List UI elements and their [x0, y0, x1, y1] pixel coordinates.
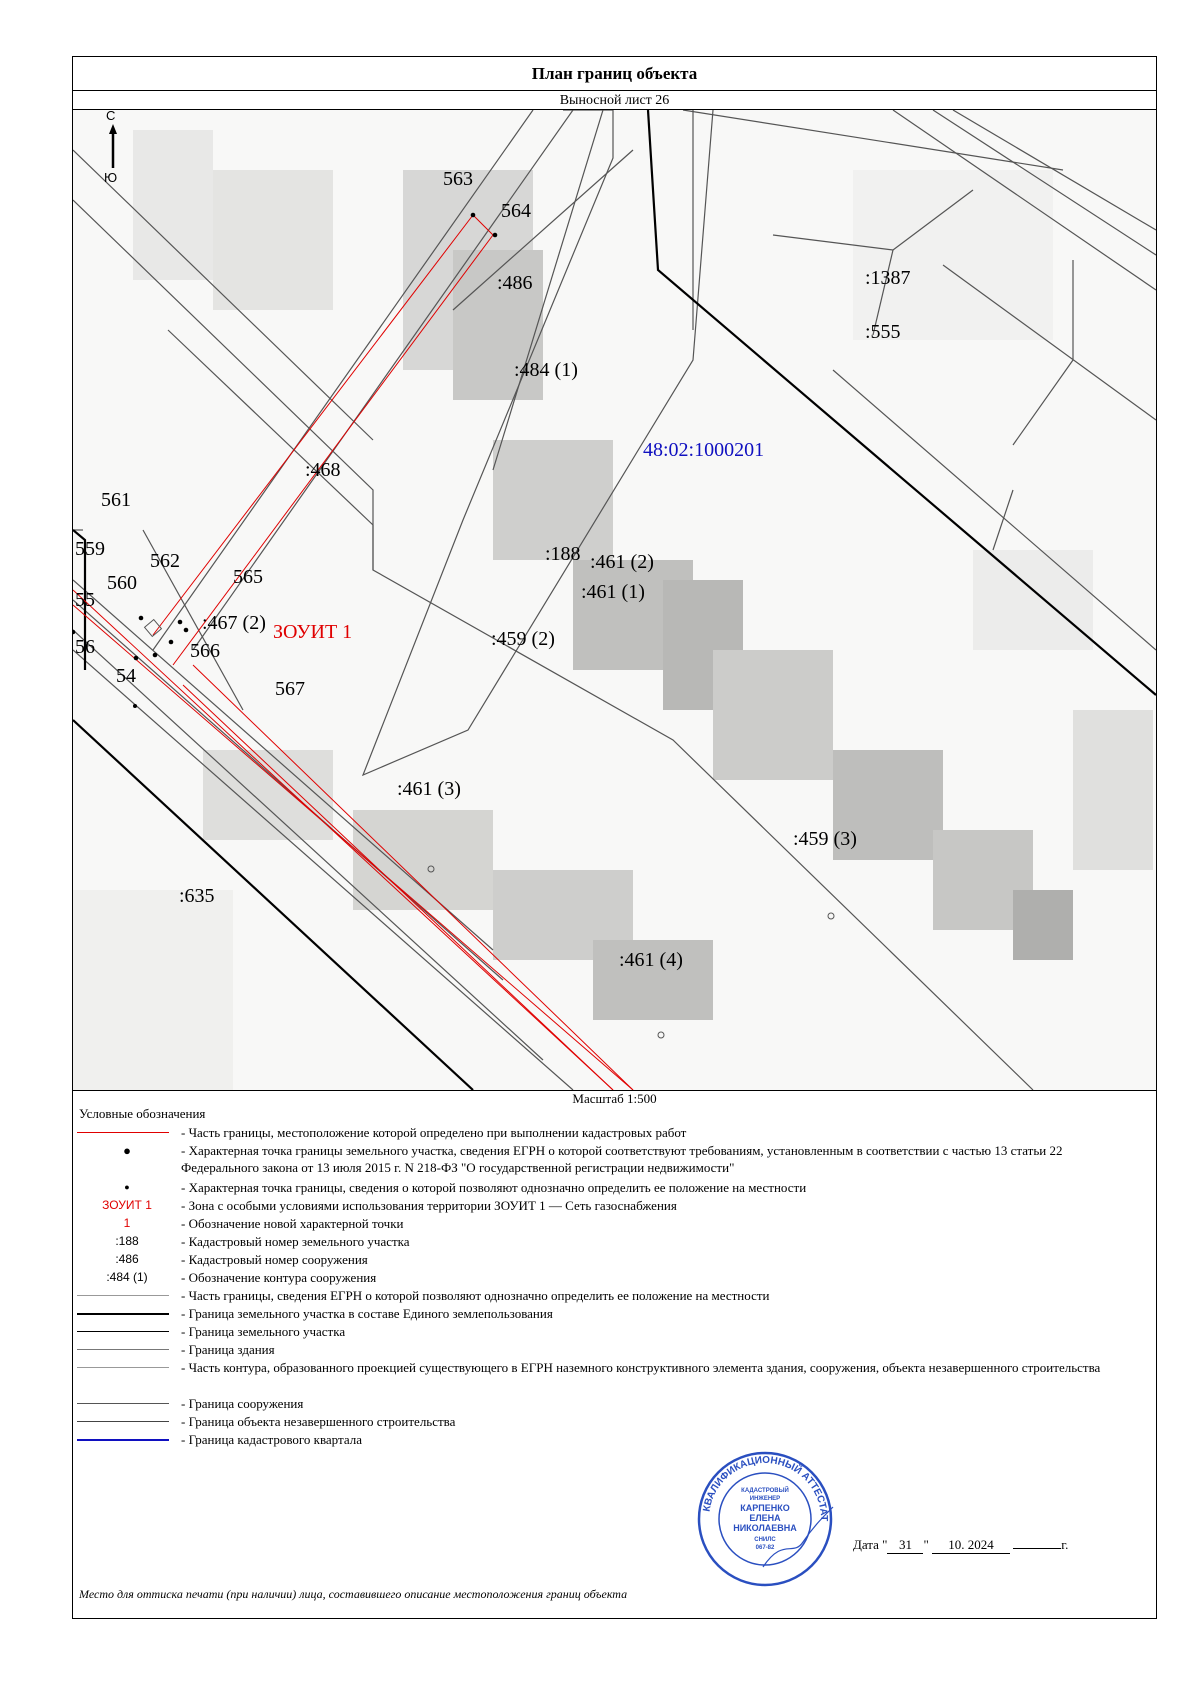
- legend-text: - Граница земельного участка: [181, 1324, 346, 1339]
- legend-text: - Граница кадастрового квартала: [181, 1432, 362, 1447]
- legend-text: - Характерная точка границы земельного участка, сведения ЕГРН о которой соответствуют требованиям, установленным в соответствии с частью 13 статьи 22 Федерального закона от 13 июля 2015 г. N 218-ФЗ "О государственной регистрации недвижимости": [181, 1143, 1063, 1175]
- label-188: :188: [545, 543, 581, 565]
- zone-symbol: ЗОУИТ 1: [102, 1198, 152, 1212]
- date-day: 31: [887, 1537, 923, 1554]
- label-55: 55: [75, 589, 95, 611]
- label-486: :486: [497, 272, 533, 294]
- label-566: 566: [190, 640, 220, 662]
- svg-text:НИКОЛАЕВНА: НИКОЛАЕВНА: [733, 1523, 797, 1533]
- label-zone: ЗОУИТ 1: [273, 621, 353, 643]
- legend-text: - Граница земельного участка в составе Единого землепользования: [181, 1306, 553, 1321]
- svg-text:ЕЛЕНА: ЕЛЕНА: [749, 1513, 781, 1523]
- label-461-4: :461 (4): [619, 949, 683, 971]
- svg-text:ИНЖЕНЕР: ИНЖЕНЕР: [749, 1496, 781, 1502]
- page-subtitle: Выносной лист 26: [73, 91, 1156, 110]
- small-dot-icon: ●: [124, 1182, 130, 1192]
- svg-text:КАРПЕНКО: КАРПЕНКО: [740, 1503, 790, 1513]
- label-54: 54: [116, 665, 136, 687]
- contour-symbol: :484 (1): [106, 1270, 148, 1284]
- date-prefix: Дата ": [853, 1537, 888, 1552]
- label-567: 567: [275, 678, 305, 700]
- label-555: :555: [865, 321, 901, 343]
- legend-text: - Граница объекта незавершенного строительства: [181, 1414, 456, 1429]
- label-562: 562: [150, 550, 180, 572]
- compass-label-north: С: [106, 110, 116, 123]
- label-563: 563: [443, 168, 473, 190]
- label-560: 560: [107, 572, 137, 594]
- boundary-map: [73, 110, 1156, 1091]
- label-1387: :1387: [865, 267, 911, 289]
- label-459-2: :459 (2): [491, 628, 555, 650]
- legend-text: - Часть границы, сведения ЕГРН о которой позволяют однозначно определить ее положение на местности: [181, 1288, 770, 1303]
- svg-text:СНИЛС: СНИЛС: [754, 1537, 776, 1543]
- svg-text:КВАЛИФИКАЦИОННЫЙ АТТЕСТАТ: КВАЛИФИКАЦИОННЫЙ АТТЕСТАТ: [701, 1454, 830, 1522]
- legend-text: - Обозначение новой характерной точки: [181, 1216, 404, 1231]
- legend-text: - Граница сооружения: [181, 1396, 304, 1411]
- label-561: 561: [101, 489, 131, 511]
- legend-text: - Кадастровый номер сооружения: [181, 1252, 368, 1267]
- label-461-3: :461 (3): [397, 778, 461, 800]
- legend-text: - Граница здания: [181, 1342, 275, 1357]
- svg-text:067-82: 067-82: [755, 1545, 775, 1551]
- svg-text:КАДАСТРОВЫЙ: КАДАСТРОВЫЙ: [741, 1488, 789, 1494]
- label-459-3: :459 (3): [793, 828, 857, 850]
- label-635: :635: [179, 885, 215, 907]
- compass-label-south: Ю: [104, 170, 118, 185]
- seal-stamp: [693, 1447, 838, 1592]
- legend-text: - Зона с особыми условиями использования территории ЗОУИТ 1 — Сеть газоснабжения: [181, 1198, 677, 1213]
- scale-label: Масштаб 1:500: [572, 1091, 657, 1106]
- date-month-year: 10. 2024: [932, 1537, 1010, 1554]
- legend-text: - Кадастровый номер земельного участка: [181, 1234, 410, 1249]
- document-frame: [72, 56, 1157, 1619]
- label-468: :468: [305, 459, 341, 481]
- date-line: [853, 1537, 1068, 1554]
- legend-text: - Часть границы, местоположение которой определено при выполнении кадастровых работ: [181, 1125, 687, 1140]
- label-467-2: :467 (2): [202, 612, 266, 634]
- legend-heading: Условные обозначения: [79, 1106, 206, 1121]
- legend-text: - Характерная точка границы, сведения о которой позволяют однозначно определить ее положение на местности: [181, 1180, 807, 1195]
- label-564: 564: [501, 200, 531, 222]
- label-559: 559: [75, 538, 105, 560]
- label-565: 565: [233, 566, 263, 588]
- new-point-symbol: 1: [123, 1216, 131, 1230]
- page-title: План границ объекта: [73, 57, 1156, 91]
- parcel-number-symbol: :188: [115, 1234, 139, 1248]
- structure-number-symbol: :486: [115, 1252, 139, 1266]
- legend-text: - Обозначение контура сооружения: [181, 1270, 377, 1285]
- date-mid: ": [923, 1537, 929, 1552]
- label-56: 56: [75, 636, 95, 658]
- date-suffix: г.: [1061, 1537, 1069, 1552]
- big-dot-icon: ●: [123, 1143, 131, 1158]
- label-461-2: :461 (2): [590, 551, 654, 573]
- label-484-1: :484 (1): [514, 359, 578, 381]
- label-461-1: :461 (1): [581, 581, 645, 603]
- legend-text: - Часть контура, образованного проекцией существующего в ЕГРН наземного конструктивного элемента здания, сооружения, объекта незавершенного строительства: [181, 1360, 1101, 1375]
- label-quarter: 48:02:1000201: [643, 439, 765, 461]
- stamp-place-note: Место для оттиска печати (при наличии) лица, составившего описание местоположения границ объекта: [79, 1587, 628, 1601]
